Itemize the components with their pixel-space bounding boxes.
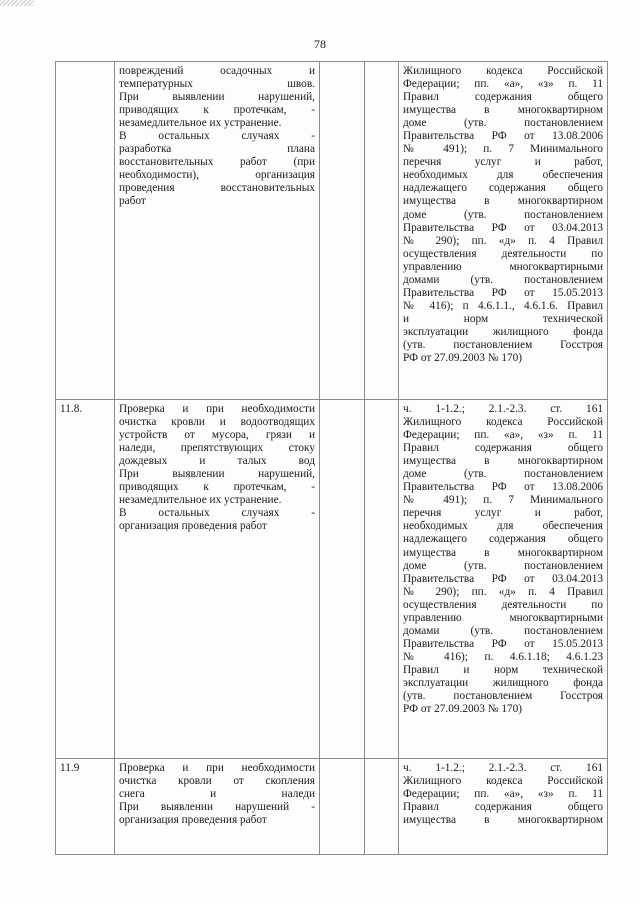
- text-line: № 290); пп. «д» п. 4 Правил: [403, 234, 603, 247]
- regulation-table: [55, 61, 608, 855]
- text-line: надлежащего содержания общего: [403, 533, 603, 546]
- text-line: доме (утв. постановлением: [403, 559, 603, 572]
- text-line: № 416); п. 4.6.1.18; 4.6.1.23: [403, 650, 603, 663]
- legal-basis-cell: [399, 62, 608, 400]
- item-number-cell: 11.9: [56, 759, 115, 855]
- text-line: При выявлении нарушений -: [119, 801, 315, 814]
- text-line: имущества в многоквартирном: [403, 455, 603, 468]
- item-number-cell: 11.8.: [56, 400, 115, 759]
- work-description-cell: [115, 62, 320, 400]
- text-line: необходимости), организация: [119, 169, 315, 182]
- text-line: надлежащего содержания общего: [403, 182, 603, 195]
- text-line: необходимых для обеспечения: [403, 520, 603, 533]
- text-line: Федерации; пп. «а», «з» п. 11: [403, 788, 603, 801]
- text-line: Правил содержания общего: [403, 91, 603, 104]
- table-row: [56, 759, 608, 855]
- text-line: доме (утв. постановлением: [403, 208, 603, 221]
- text-line: незамедлительное их устранение.: [119, 494, 282, 507]
- text-line: эксплуатации жилищного фонда: [403, 676, 603, 689]
- text-line: организация проведения работ: [119, 814, 267, 827]
- text-line: Правительства РФ от 03.04.2013: [403, 221, 603, 234]
- text-line: В остальных случаях -: [119, 507, 315, 520]
- legal-basis-cell: [399, 759, 608, 855]
- text-line: управлению многоквартирными: [403, 260, 603, 273]
- text-line: Жилищного кодекса Российской: [403, 775, 603, 788]
- text-line: работ: [119, 195, 146, 208]
- text-line: Жилищного кодекса Российской: [403, 416, 603, 429]
- text-line: домами (утв. постановлением: [403, 273, 603, 286]
- text-line: № 290); пп. «д» п. 4 Правил: [403, 585, 603, 598]
- text-line: Правил и норм технической: [403, 663, 603, 676]
- text-line: имущества в многоквартирном: [403, 546, 603, 559]
- blank-cell: [365, 759, 399, 855]
- text-line: осуществления деятельности по: [403, 247, 603, 260]
- text-line: Правительства РФ от 13.08.2006: [403, 130, 603, 143]
- text-line: РФ от 27.09.2003 № 170): [403, 352, 523, 365]
- text-line: При выявлении нарушений,: [119, 91, 315, 104]
- text-line: При выявлении нарушений,: [119, 468, 315, 481]
- text-line: Проверка и при необходимости: [119, 403, 315, 415]
- text-line: управлению многоквартирными: [403, 611, 603, 624]
- text-line: Правил содержания общего: [403, 442, 603, 455]
- text-line: очистка кровли от скопления: [119, 775, 315, 788]
- text-line: Правительства РФ от 15.05.2013: [403, 637, 603, 650]
- text-line: домами (утв. постановлением: [403, 624, 603, 637]
- text-line: РФ от 27.09.2003 № 170): [403, 703, 523, 716]
- text-line: (утв. постановлением Госстроя: [403, 338, 603, 351]
- work-description-cell: [115, 759, 320, 855]
- text-line: № 416); п 4.6.1.1., 4.6.1.6. Правил: [403, 299, 603, 312]
- text-line: необходимых для обеспечения: [403, 169, 603, 182]
- text-line: приводящих к протечкам, -: [119, 104, 315, 117]
- periodicity-cell: [320, 62, 365, 400]
- scan-artifact: [0, 0, 34, 6]
- legal-basis-cell: [399, 400, 608, 759]
- periodicity-cell: [320, 400, 365, 759]
- blank-cell: [365, 62, 399, 400]
- table-row: [56, 62, 608, 400]
- text-line: В остальных случаях -: [119, 130, 315, 143]
- text-line: Правительства РФ от 13.08.2006: [403, 481, 603, 494]
- text-line: незамедлительное их устранение.: [119, 117, 282, 130]
- text-line: № 491); п. 7 Минимального: [403, 494, 603, 507]
- item-number-cell: [56, 62, 115, 400]
- work-description-cell: [115, 400, 320, 759]
- text-line: перечня услуг и работ,: [403, 507, 603, 520]
- text-line: ч. 1-1.2.; 2.1.-2.3. ст. 161: [403, 762, 603, 774]
- text-line: очистка кровли и водоотводящих: [119, 416, 315, 429]
- text-line: дождевых и талых вод: [119, 455, 315, 468]
- page-number: 78: [314, 37, 326, 51]
- text-line: наледи, препятствующих стоку: [119, 442, 315, 455]
- text-line: Проверка и при необходимости: [119, 762, 315, 774]
- text-line: снега и наледи: [119, 788, 315, 801]
- text-line: Федерации; пп. «а», «з» п. 11: [403, 429, 603, 442]
- text-line: эксплуатации жилищного фонда: [403, 325, 603, 338]
- text-line: проведения восстановительных: [119, 182, 315, 195]
- text-line: (утв. постановлением Госстроя: [403, 690, 603, 703]
- text-line: и норм технической: [403, 312, 603, 325]
- text-line: имущества в многоквартирном: [403, 195, 603, 208]
- text-line: повреждений осадочных и: [119, 65, 315, 77]
- text-line: устройств от мусора, грязи и: [119, 429, 315, 442]
- text-line: организация проведения работ: [119, 520, 267, 533]
- text-line: Жилищного кодекса Российской: [403, 65, 603, 77]
- periodicity-cell: [320, 759, 365, 855]
- text-line: приводящих к протечкам, -: [119, 481, 315, 494]
- text-line: № 491); п. 7 Минимального: [403, 143, 603, 156]
- text-line: осуществления деятельности по: [403, 598, 603, 611]
- text-line: ч. 1-1.2.; 2.1.-2.3. ст. 161: [403, 403, 603, 415]
- text-line: Правительства РФ от 03.04.2013: [403, 572, 603, 585]
- text-line: восстановительных работ (при: [119, 156, 315, 169]
- text-line: имущества в многоквартирном: [403, 814, 603, 827]
- text-line: доме (утв. постановлением: [403, 117, 603, 130]
- text-line: доме (утв. постановлением: [403, 468, 603, 481]
- text-line: температурных швов.: [119, 78, 315, 91]
- text-line: Правительства РФ от 15.05.2013: [403, 286, 603, 299]
- text-line: перечня услуг и работ,: [403, 156, 603, 169]
- text-line: разработка плана: [119, 143, 315, 156]
- table-row: [56, 400, 608, 759]
- text-line: Федерации; пп. «а», «з» п. 11: [403, 78, 603, 91]
- text-line: имущества в многоквартирном: [403, 104, 603, 117]
- text-line: Правил содержания общего: [403, 801, 603, 814]
- blank-cell: [365, 400, 399, 759]
